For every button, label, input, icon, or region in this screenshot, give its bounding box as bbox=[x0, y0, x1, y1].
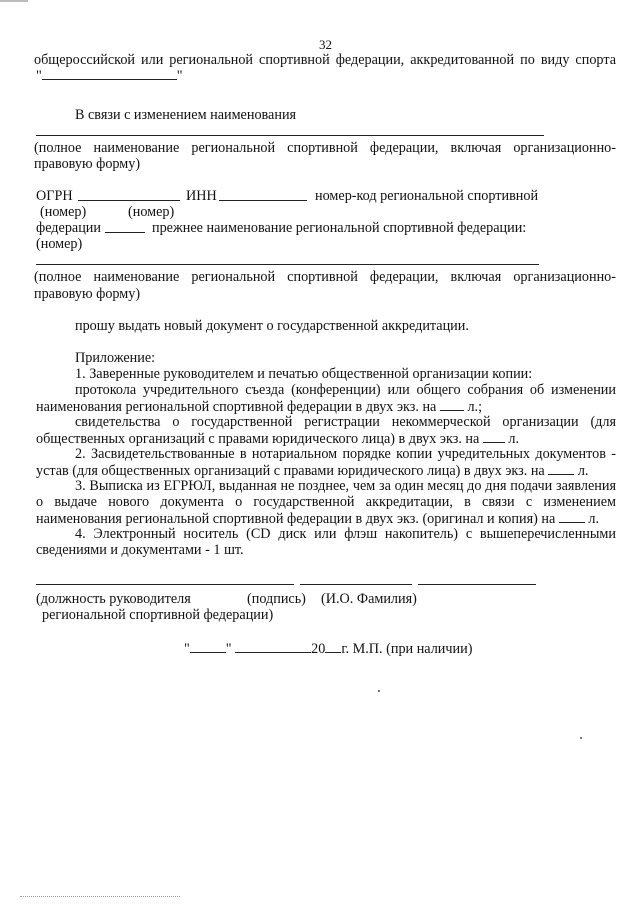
prev-name-line bbox=[36, 264, 539, 265]
month-field bbox=[235, 640, 311, 653]
appendix-item-1a-suffix: л.; bbox=[467, 399, 483, 415]
scan-speck bbox=[378, 690, 380, 692]
scan-artifact bbox=[0, 0, 28, 2]
appendix-item-1a-line-1: протокола учредительного съезда (конференции) или общего собрания об изменении bbox=[75, 382, 616, 398]
quote-close: " bbox=[176, 68, 183, 84]
prev-name-label: прежнее наименование региональной спортивной федерации: bbox=[152, 220, 527, 236]
sport-field bbox=[42, 67, 177, 80]
name-caption: (И.О. Фамилия) bbox=[321, 591, 417, 607]
appendix-item-2-text: устав (для общественных организаций с правами юридического лица) в двух экз. на bbox=[36, 463, 545, 479]
appendix-item-2-suffix: л. bbox=[577, 463, 589, 479]
pages-field-3 bbox=[559, 510, 585, 523]
inn-label: ИНН bbox=[186, 188, 217, 204]
name-line bbox=[418, 584, 536, 585]
code-number-hint: (номер) bbox=[36, 236, 83, 252]
federation-label: федерации bbox=[36, 220, 101, 236]
inn-field bbox=[219, 188, 307, 201]
caption-line-4: правовую форму) bbox=[34, 286, 141, 302]
page-number: 32 bbox=[319, 37, 332, 52]
caption-line-3: (полное наименование региональной спортивной федерации, включая организационно- bbox=[34, 269, 616, 285]
scan-speck bbox=[580, 737, 582, 739]
appendix-item-4-line-1: 4. Электронный носитель (CD диск или флэш накопитель) с вышеперечисленными bbox=[75, 526, 616, 542]
header-line: общероссийской или региональной спортивной федерации, аккредитованной по виду спорта bbox=[34, 52, 616, 68]
signature-line bbox=[300, 584, 412, 585]
ogrn-number-hint: (номер) bbox=[40, 204, 87, 220]
appendix-item-4-line-2: сведениями и документами - 1 шт. bbox=[36, 542, 244, 558]
pages-field-1a bbox=[440, 398, 464, 411]
inn-number-hint: (номер) bbox=[128, 204, 175, 220]
intro-text: В связи с изменением наименования bbox=[75, 107, 297, 123]
ogrn-field bbox=[78, 188, 180, 201]
federation-caption: региональной спортивной федерации) bbox=[42, 607, 274, 623]
date-quote-open: " bbox=[184, 641, 190, 657]
appendix-item-3-line-1: 3. Выписка из ЕГРЮЛ, выданная не позднее, чем за один месяц до дня подачи заявления bbox=[75, 478, 616, 494]
appendix-item-1a-text: наименования региональной спортивной федерации в двух экз. на bbox=[36, 399, 437, 415]
appendix-item-3-text: наименования региональной спортивной федерации в двух экз. (оригинал и копия) на bbox=[36, 511, 556, 527]
appendix-item-3-line-2: о выдаче нового документа о государственной аккредитации, в связи с изменением bbox=[36, 494, 616, 510]
appendix-item-1b-text: общественных организаций с правами юридического лица) в двух экз. на bbox=[36, 431, 480, 447]
scan-artifact bbox=[20, 896, 180, 898]
appendix-item-2-line-1: 2. Засвидетельствованные в нотариальном порядке копии учредительных документов - bbox=[75, 446, 616, 462]
caption-line-1: (полное наименование региональной спортивной федерации, включая организационно- bbox=[34, 140, 616, 156]
request-text: прошу выдать новый документ о государственной аккредитации. bbox=[75, 318, 469, 334]
appendix-title: Приложение: bbox=[75, 350, 156, 366]
year-prefix: 20 bbox=[311, 641, 326, 657]
position-signature-line bbox=[36, 584, 294, 585]
code-field bbox=[105, 220, 145, 233]
seal-caption: г. М.П. (при наличии) bbox=[341, 641, 473, 657]
quote-open: " bbox=[36, 68, 42, 84]
appendix-item-1: 1. Заверенные руководителем и печатью общественной организации копии: bbox=[75, 366, 533, 382]
code-label: номер-код региональной спортивной bbox=[315, 188, 539, 204]
year-field bbox=[325, 640, 341, 653]
caption-line-2: правовую форму) bbox=[34, 156, 141, 172]
pages-field-1b bbox=[483, 430, 505, 443]
appendix-item-1b-suffix: л. bbox=[508, 431, 520, 447]
pages-field-2 bbox=[548, 462, 574, 475]
date-line bbox=[184, 640, 472, 658]
appendix-item-3-suffix: л. bbox=[588, 511, 600, 527]
signature-caption: (подпись) bbox=[247, 591, 306, 607]
date-quote-close: " bbox=[225, 641, 232, 657]
position-caption: (должность руководителя bbox=[36, 591, 191, 607]
appendix-item-1b-line-1: свидетельства о государственной регистрации некоммерческой организации (для bbox=[75, 414, 616, 430]
sport-quote-line bbox=[36, 67, 183, 85]
federation-name-line bbox=[36, 135, 544, 136]
day-field bbox=[190, 640, 226, 653]
ogrn-label: ОГРН bbox=[36, 188, 73, 204]
